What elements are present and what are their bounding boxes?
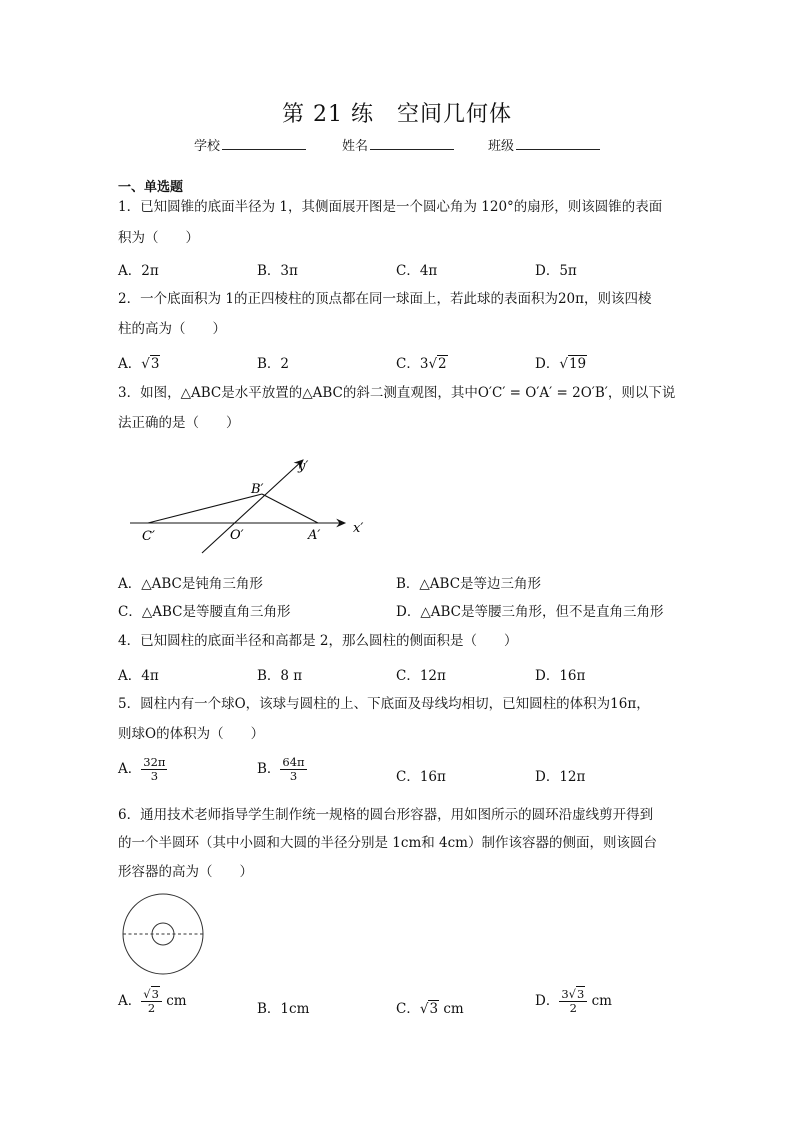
- q5-option-d[interactable]: D．12π: [535, 769, 586, 785]
- radicand: 3: [150, 356, 160, 372]
- numerator: 32π: [143, 755, 166, 769]
- q2-stem-line1: 2．一个底面积为 1的正四棱柱的顶点都在同一球面上，若此球的表面积为20π，则该四棱: [118, 291, 652, 307]
- point-o-label: O′: [230, 528, 244, 543]
- q2-option-b[interactable]: B．2: [257, 356, 290, 372]
- section-heading: 一、单选题: [118, 180, 184, 195]
- option-label: A．: [118, 356, 142, 372]
- radicand: 3: [429, 1001, 439, 1017]
- denominator: 3: [150, 769, 159, 784]
- option-label: C．: [396, 1001, 420, 1017]
- point-b-label: B′: [251, 482, 264, 497]
- oblique-projection-figure: [118, 448, 378, 560]
- sqrt-expression: √3: [141, 356, 160, 372]
- q2-option-d[interactable]: [535, 352, 587, 372]
- option-label: A．: [118, 761, 142, 778]
- numerator: 3√3: [559, 988, 587, 1002]
- q1-option-d[interactable]: D．5π: [535, 263, 577, 279]
- fraction: [141, 756, 167, 783]
- coefficient: 3: [561, 987, 569, 1001]
- sqrt-expression: √19: [559, 356, 587, 372]
- class-blank[interactable]: [516, 136, 600, 150]
- q4-option-a[interactable]: A．4π: [118, 668, 159, 684]
- class-field[interactable]: [488, 135, 600, 154]
- q2-stem-line2: 柱的高为（ ）: [118, 321, 226, 337]
- y-axis: [202, 460, 303, 553]
- q4-option-b[interactable]: B．8 π: [257, 668, 303, 684]
- q6-option-d[interactable]: [535, 988, 612, 1015]
- radicand: 19: [568, 356, 587, 372]
- q4-stem-line1: 4．已知圆柱的底面半径和高都是 2，那么圆柱的侧面积是（ ）: [118, 633, 518, 649]
- fraction: [280, 756, 306, 783]
- q5-option-b[interactable]: [257, 756, 307, 783]
- q3-stem-line1: 3．如图，△ABC是水平放置的△ABC的斜二测直观图，其中O′C′ = O′A′ = 2O′B′，则以下说: [118, 385, 676, 401]
- denominator: 2: [569, 1001, 577, 1016]
- denominator: 3: [289, 769, 298, 784]
- numerator: √3: [141, 988, 162, 1002]
- y-axis-label: y′: [298, 459, 309, 474]
- q6-stem-line1: 6．通用技术老师指导学生制作统一规格的圆台形容器，用如图所示的圆环沿虚线剪开得到: [118, 807, 654, 823]
- point-c-label: C′: [142, 529, 155, 544]
- option-label: B．: [257, 761, 281, 778]
- sqrt-expression: √3: [419, 1001, 439, 1017]
- q3-option-d[interactable]: D．△ABC是等腰三角形，但不是直角三角形: [396, 604, 664, 620]
- q1-option-a[interactable]: A．2π: [118, 263, 159, 279]
- q1-option-b[interactable]: B．3π: [257, 263, 298, 279]
- x-axis-label: x′: [353, 521, 364, 536]
- option-label: A．: [118, 993, 142, 1010]
- sqrt-expression: √2: [428, 356, 447, 372]
- q3-option-c[interactable]: C．△ABC是等腰直角三角形: [118, 604, 291, 620]
- school-blank[interactable]: [222, 136, 306, 150]
- annulus-figure: [120, 892, 208, 978]
- fraction: [559, 988, 587, 1015]
- name-field[interactable]: [342, 135, 454, 154]
- q6-stem-line2: 的一个半圆环（其中小圆和大圆的半径分别是 1cm和 4cm）制作该容器的侧面，则该圆台: [118, 835, 657, 851]
- q5-option-a[interactable]: [118, 756, 167, 783]
- option-label: C．: [396, 356, 420, 372]
- q6-option-c[interactable]: [396, 997, 464, 1017]
- q6-option-a[interactable]: [118, 988, 187, 1015]
- q3-option-b[interactable]: B．△ABC是等边三角形: [396, 576, 542, 592]
- q1-stem-line1: 1．已知圆锥的底面半径为 1，其侧面展开图是一个圆心角为 120°的扇形，则该圆锥的表面: [118, 199, 663, 215]
- q5-stem-line1: 5．圆柱内有一个球O，该球与圆柱的上、下底面及母线均相切，已知圆柱的体积为16π，: [118, 696, 650, 712]
- numerator: 64π: [282, 755, 305, 769]
- school-field[interactable]: [194, 135, 306, 154]
- radicand: 2: [438, 356, 447, 372]
- fraction: [141, 988, 162, 1015]
- q3-option-a[interactable]: A．△ABC是钝角三角形: [118, 576, 263, 592]
- q5-stem-line2: 则球O的体积为（ ）: [118, 726, 265, 742]
- option-label: D．: [535, 993, 560, 1010]
- segment-ba: [262, 494, 318, 523]
- point-a-label: A′: [308, 528, 321, 543]
- denominator: 2: [147, 1001, 156, 1016]
- q1-stem-line2: 积为（ ）: [118, 230, 199, 246]
- q5-option-c[interactable]: C．16π: [396, 769, 446, 785]
- q2-option-a[interactable]: [118, 352, 160, 372]
- name-label: 姓名: [342, 139, 369, 154]
- q6-option-b[interactable]: B．1cm: [257, 1001, 310, 1017]
- q6-stem-line3: 形容器的高为（ ）: [118, 864, 253, 880]
- option-label: D．: [535, 356, 560, 372]
- page-title: 第 21 练 空间几何体: [282, 102, 512, 127]
- radicand: 3: [151, 987, 159, 1001]
- coefficient: 3: [419, 356, 429, 372]
- name-blank[interactable]: [370, 136, 454, 150]
- radicand: 3: [576, 987, 585, 1001]
- segment-cb: [148, 494, 262, 523]
- school-label: 学校: [194, 139, 221, 154]
- q1-option-c[interactable]: C．4π: [396, 263, 438, 279]
- q4-option-c[interactable]: C．12π: [396, 668, 446, 684]
- class-label: 班级: [488, 139, 515, 154]
- q4-option-d[interactable]: D．16π: [535, 668, 586, 684]
- unit: cm: [443, 1001, 464, 1017]
- q3-stem-line2: 法正确的是（ ）: [118, 415, 240, 431]
- unit: cm: [166, 993, 187, 1010]
- q2-option-c[interactable]: [396, 352, 448, 372]
- unit: cm: [591, 993, 612, 1010]
